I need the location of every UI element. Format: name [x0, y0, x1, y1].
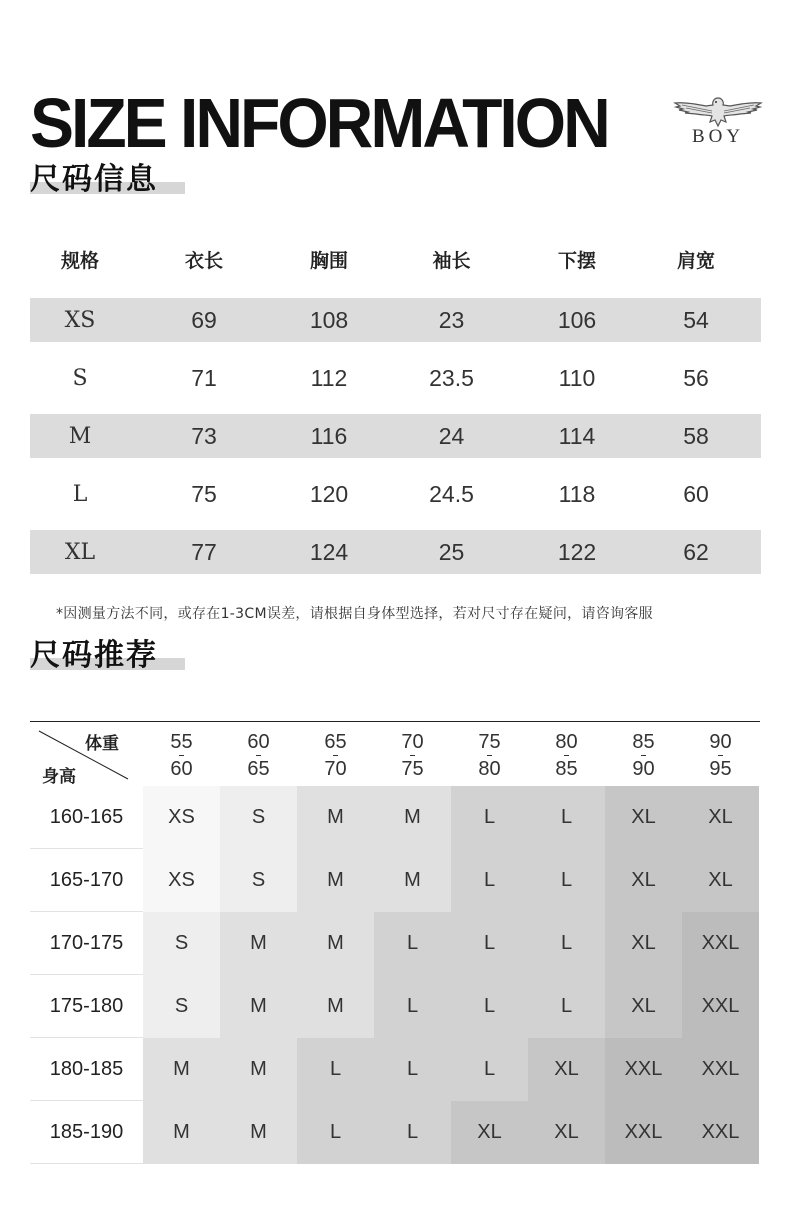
- header-cell-sleeve: 袖长: [432, 249, 471, 272]
- weight-range-min: 70: [401, 731, 424, 753]
- size-cell: XXL: [682, 1038, 759, 1101]
- table-cell: 71: [191, 364, 217, 391]
- table-cell: 110: [558, 364, 596, 391]
- size-cell: L: [297, 1101, 374, 1164]
- size-cell: M: [297, 786, 374, 849]
- section-title-size-info: 尺码信息: [30, 162, 158, 197]
- table-cell: 23: [438, 306, 465, 333]
- weight-range-min: 85: [632, 731, 655, 753]
- header-cell-spec: 规格: [60, 249, 99, 272]
- header-cell-shoulder: 肩宽: [676, 249, 715, 272]
- header-cell-chest: 胸围: [309, 249, 348, 272]
- weight-range-header: [528, 729, 605, 783]
- size-cell: L: [451, 786, 528, 849]
- range-dash: [410, 755, 415, 756]
- table-cell: 106: [557, 306, 597, 333]
- range-dash: [718, 755, 723, 756]
- table-row: [30, 356, 761, 400]
- table-cell: 23.5: [429, 364, 474, 391]
- height-range-label: 185-190: [30, 1101, 143, 1164]
- size-cell: M: [143, 1038, 220, 1101]
- size-cell: M: [297, 975, 374, 1038]
- table-cell: 75: [191, 480, 217, 507]
- table-row: [30, 298, 761, 342]
- weight-range-max: 85: [555, 758, 578, 780]
- size-cell: XXL: [605, 1101, 682, 1164]
- size-cell: L: [297, 1038, 374, 1101]
- size-cell: L: [451, 912, 528, 975]
- size-cell: L: [374, 1101, 451, 1164]
- size-cell: M: [374, 786, 451, 849]
- table-cell: 124: [309, 538, 349, 565]
- brand-logo: [672, 96, 764, 152]
- size-cell: XXL: [605, 1038, 682, 1101]
- table-row: [30, 912, 760, 975]
- table-cell: 25: [438, 538, 465, 565]
- table-cell: 73: [191, 422, 217, 449]
- table-cell: XS: [64, 307, 96, 333]
- weight-range-min: 60: [247, 731, 270, 753]
- size-cell: L: [528, 975, 605, 1038]
- table-row: [30, 849, 760, 912]
- table-cell: 116: [310, 422, 348, 449]
- table-cell: L: [72, 481, 88, 507]
- table-row: [30, 414, 761, 458]
- brand-logo-text: BOY: [691, 126, 745, 147]
- table-cell: M: [68, 423, 92, 449]
- weight-range-min: 90: [709, 731, 732, 753]
- size-cell: XS: [143, 849, 220, 912]
- table-cell: 122: [557, 538, 597, 565]
- table-cell: 108: [309, 306, 349, 333]
- height-range-label: 175-180: [30, 975, 143, 1038]
- weight-range-max: 65: [247, 758, 270, 780]
- page-title: SIZE INFORMATION: [30, 83, 608, 162]
- size-cell: L: [451, 1038, 528, 1101]
- size-cell: M: [220, 1038, 297, 1101]
- size-cell: L: [374, 975, 451, 1038]
- table-row: [30, 1038, 760, 1101]
- size-cell: XXL: [682, 912, 759, 975]
- weight-range-min: 80: [555, 731, 578, 753]
- eagle-icon: [672, 96, 764, 130]
- table-cell: XL: [64, 539, 96, 565]
- weight-range-header: [682, 729, 759, 783]
- table-row: [30, 975, 760, 1038]
- size-cell: L: [374, 912, 451, 975]
- height-range-label: 180-185: [30, 1038, 143, 1101]
- size-cell: L: [451, 849, 528, 912]
- weight-range-header: [297, 729, 374, 783]
- range-dash: [641, 755, 646, 756]
- size-table: [30, 230, 761, 565]
- weight-range-max: 80: [478, 758, 501, 780]
- table-row: [30, 786, 760, 849]
- size-cell: XL: [528, 1038, 605, 1101]
- size-cell: L: [374, 1038, 451, 1101]
- weight-range-max: 60: [170, 758, 193, 780]
- size-cell: L: [528, 786, 605, 849]
- size-cell: XL: [605, 912, 682, 975]
- weight-range-header: [220, 729, 297, 783]
- table-cell: 24.5: [429, 480, 474, 507]
- height-range-label: 160-165: [30, 786, 143, 849]
- table-row: [30, 530, 761, 574]
- size-cell: XL: [682, 849, 759, 912]
- table-cell: 60: [683, 480, 709, 507]
- size-cell: XL: [605, 849, 682, 912]
- range-dash: [487, 755, 492, 756]
- size-cell: S: [220, 786, 297, 849]
- height-range-label: 165-170: [30, 849, 143, 912]
- size-cell: L: [528, 849, 605, 912]
- size-cell: L: [451, 975, 528, 1038]
- weight-range-max: 95: [709, 758, 732, 780]
- table-cell: 62: [683, 538, 709, 565]
- section-title-recommend: 尺码推荐: [30, 638, 158, 673]
- size-cell: M: [297, 849, 374, 912]
- height-range-label: 170-175: [30, 912, 143, 975]
- size-table-header: [30, 230, 761, 288]
- size-cell: XL: [605, 975, 682, 1038]
- table-cell: 69: [191, 306, 217, 333]
- table-cell: 56: [683, 364, 709, 391]
- table-cell: 77: [191, 538, 217, 565]
- size-cell: S: [143, 912, 220, 975]
- weight-range-header: [451, 729, 528, 783]
- weight-range-max: 70: [324, 758, 347, 780]
- weight-range-header: [374, 729, 451, 783]
- range-dash: [333, 755, 338, 756]
- size-cell: S: [220, 849, 297, 912]
- size-cell: M: [143, 1101, 220, 1164]
- size-cell: S: [143, 975, 220, 1038]
- size-cell: M: [374, 849, 451, 912]
- size-cell: XS: [143, 786, 220, 849]
- table-cell: 24: [438, 422, 465, 449]
- size-cell: M: [220, 975, 297, 1038]
- size-cell: L: [528, 912, 605, 975]
- table-cell: 112: [310, 364, 348, 391]
- size-cell: XL: [528, 1101, 605, 1164]
- height-axis-label: 身高: [42, 767, 76, 787]
- size-cell: M: [220, 912, 297, 975]
- table-cell: S: [72, 365, 88, 391]
- table-cell: 120: [309, 480, 349, 507]
- size-cell: XXL: [682, 1101, 759, 1164]
- weight-range-header: [605, 729, 682, 783]
- weight-range-min: 55: [170, 731, 193, 753]
- range-dash: [179, 755, 184, 756]
- weight-range-min: 75: [478, 731, 501, 753]
- table-cell: 114: [558, 422, 596, 449]
- table-row: [30, 1101, 760, 1164]
- range-dash: [256, 755, 261, 756]
- header-cell-hem: 下摆: [557, 249, 596, 272]
- size-cell: XL: [682, 786, 759, 849]
- table-cell: 58: [683, 422, 709, 449]
- size-cell: XL: [451, 1101, 528, 1164]
- measurement-note: *因测量方法不同，或存在1-3CM误差，请根据自身体型选择，若对尺寸存在疑问，请咨询客服: [56, 606, 653, 622]
- weight-range-max: 75: [401, 758, 424, 780]
- weight-range-min: 65: [324, 731, 347, 753]
- table-row: [30, 472, 761, 516]
- table-cell: 118: [558, 480, 596, 507]
- size-cell: XXL: [682, 975, 759, 1038]
- table-cell: 54: [683, 306, 709, 333]
- size-cell: M: [220, 1101, 297, 1164]
- range-dash: [564, 755, 569, 756]
- size-cell: M: [297, 912, 374, 975]
- weight-range-max: 90: [632, 758, 655, 780]
- weight-range-header: [143, 729, 220, 783]
- header-cell-length: 衣长: [184, 249, 223, 272]
- size-cell: XL: [605, 786, 682, 849]
- size-table-body: [30, 298, 761, 588]
- weight-axis-label: 体重: [85, 734, 119, 754]
